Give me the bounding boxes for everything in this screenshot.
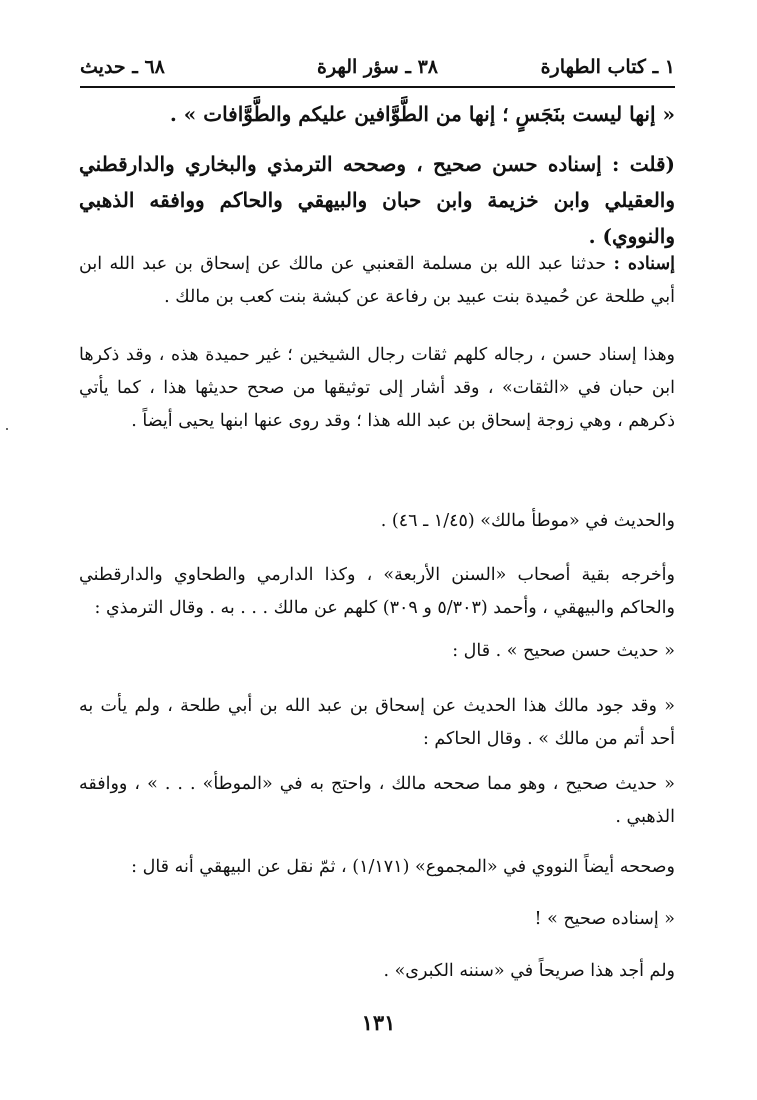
nawawi-paragraph: وصححه أيضاً النووي في «المجموع» (١/١٧١) ، ثمّ نقل عن البيهقي أنه قال :	[131, 857, 675, 877]
header-book-title: ١ ـ كتاب الطهارة	[540, 56, 675, 78]
isnad-paragraph	[79, 248, 675, 314]
page-number: ١٣١	[361, 1010, 396, 1035]
commentary-paragraph-1: وهذا إسناد حسن ، رجاله كلهم ثقات رجال الشيخين ؛ غير حميدة هذه ، وقد ذكرها ابن حبان في «الثقات» ، وقد أشار إلى توثيقها من صحح حديثها هذا ، كما يأتي ذكرهم ، وهي زوجة إسحاق بن عبد الله هذا ؛ وقد روى عنها ابنها يحيى أيضاً .	[79, 345, 675, 431]
hadith-text: « إنها ليست بنَجَسٍ ؛ إنها من الطَّوَّافين عليكم والطَّوَّافات » .	[169, 102, 675, 126]
hakim-quote: « حديث صحيح ، وهو مما صححه مالك ، واحتج به في «الموطأ» . . . » ، ووافقه الذهبي .	[79, 774, 675, 827]
header-chapter-title: ٣٨ ـ سؤر الهرة	[316, 56, 439, 78]
tirmidhi-quote: « حديث حسن صحيح » . قال :	[452, 641, 675, 661]
bayhaqi-quote: « إسناده صحيح » !	[534, 909, 675, 929]
isnad-text: حدثنا عبد الله بن مسلمة القعنبي عن مالك عن إسحاق بن عبد الله ابن أبي طلحة عن حُميدة بنت عبيد بن رفاعة عن كبشة بنت كعب بن مالك .	[79, 254, 675, 307]
tirmidhi-quote-continued: « وقد جود مالك هذا الحديث عن إسحاق بن عبد الله بن أبي طلحة ، ولم يأت به أحد أتم من مالك » . وقال الحاكم :	[79, 696, 675, 749]
header-hadith-number: ٦٨ ـ حديث	[80, 56, 165, 78]
commentary-paragraph-2: والحديث في «موطأ مالك» (١/٤٥ ـ ٤٦) .	[380, 511, 675, 531]
commentary-paragraph-3: وأخرجه بقية أصحاب «السنن الأربعة» ، وكذا الدارمي والطحاوي والدارقطني والحاكم والبيهقي ، وأحمد (٥/٣٠٣ و ٣٠٩) كلهم عن مالك . . . به . وقال الترمذي :	[79, 565, 675, 618]
author-verdict: (قلت : إسناده حسن صحيح ، وصححه الترمذي والبخاري والدارقطني والعقيلي وابن خزيمة وابن حبان والبيهقي والحاكم ووافقه الذهبي والنووي) .	[79, 152, 675, 248]
running-header	[80, 52, 675, 88]
scan-mark	[6, 428, 8, 430]
isnad-label: إسناده :	[613, 254, 675, 274]
closing-remark: ولم أجد هذا صريحاً في «سننه الكبرى» .	[383, 961, 675, 981]
